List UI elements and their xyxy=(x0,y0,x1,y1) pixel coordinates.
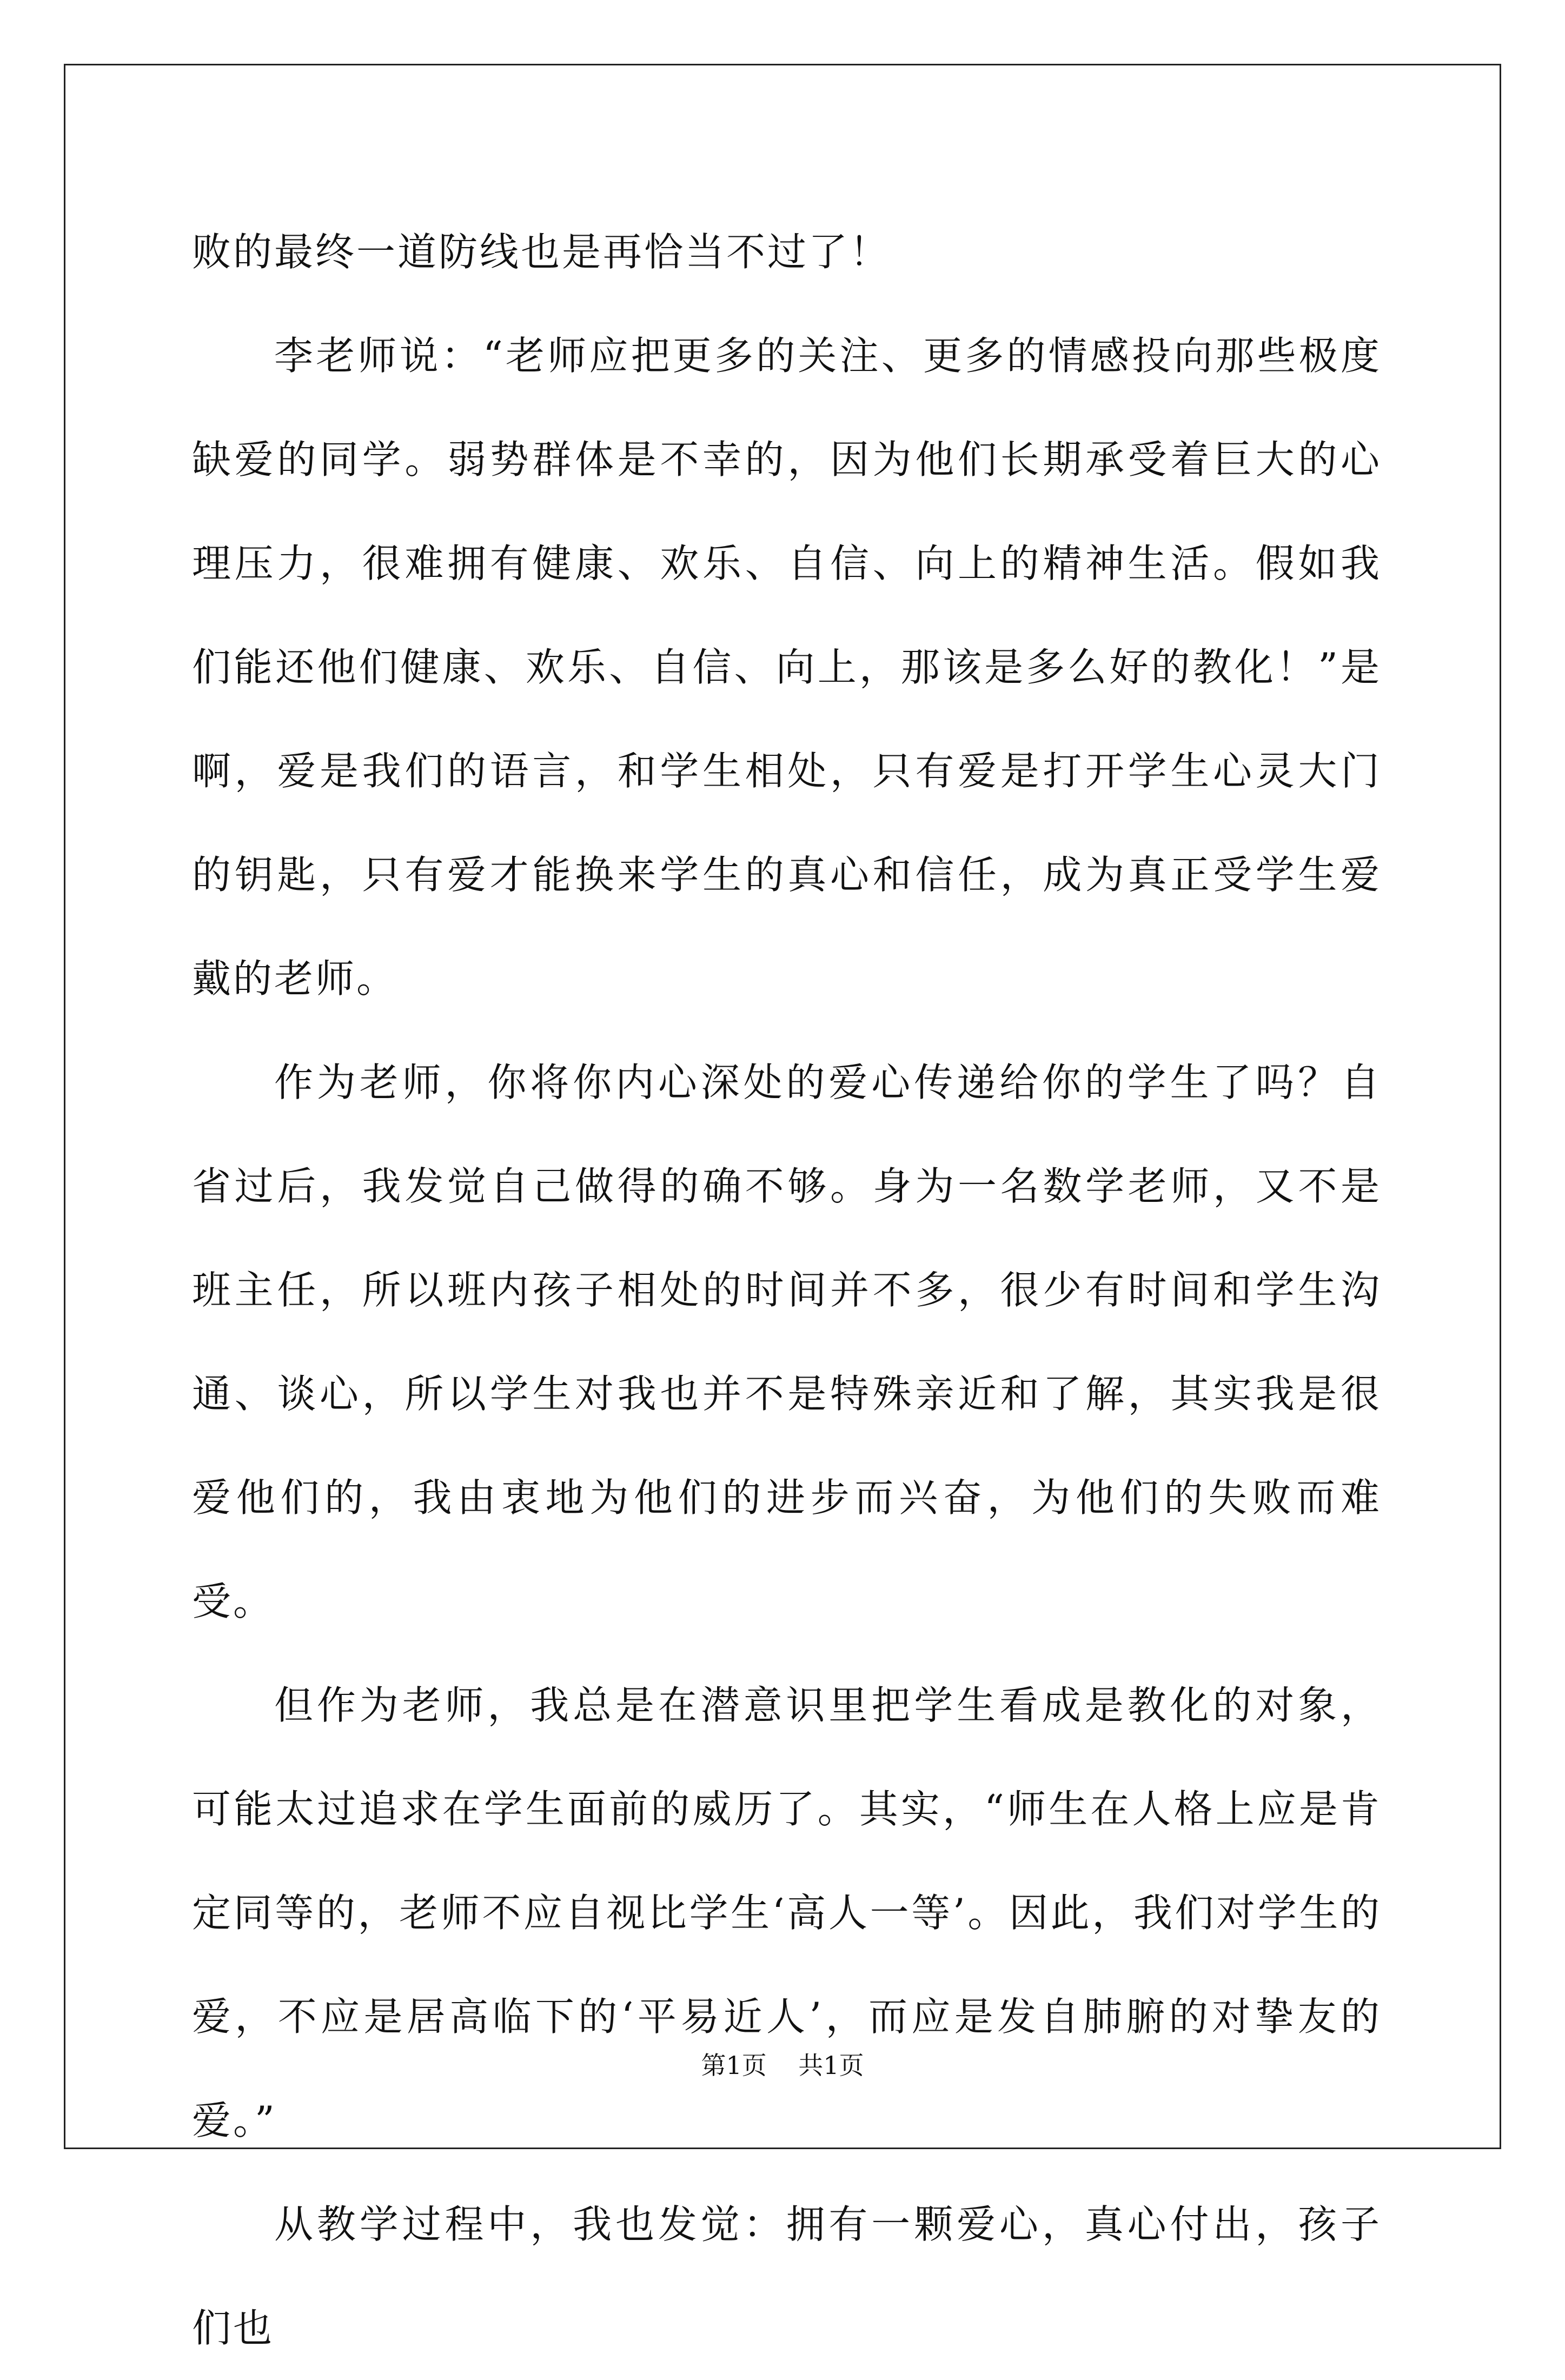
paragraph: 李老师说：“老师应把更多的关注、更多的情感投向那些极度缺爱的同学。弱势群体是不幸的，因为他们长期承受着巨大的心理压力，很难拥有健康、欢乐、自信、向上的精神生活。假如我们能还他们健康、欢乐、自信、向上，那该是多么好的教化！”是啊，爱是我们的语言，和学生相处，只有爱是打开学生心灵大门的钥匙，只有爱才能换来学生的真心和信任，成为真正受学生爱戴的老师。 xyxy=(192,333,1382,1001)
paragraph: 但作为老师，我总是在潜意识里把学生看成是教化的对象，可能太过追求在学生面前的威历了。其实，“师生在人格上应是肯定同等的，老师不应自视比学生‘高人一等’。因此，我们对学生的爱，不应是居高临下的‘平易近人’，而应是发自肺腑的对挚友的爱。” xyxy=(192,1683,1382,2143)
page-footer xyxy=(0,2049,1565,2082)
page-total: 共1页 xyxy=(798,2051,864,2080)
paragraph: 作为老师，你将你内心深处的爱心传递给你的学生了吗？自省过后，我发觉自己做得的确不够。身为一名数学老师，又不是班主任，所以班内孩子相处的时间并不多，很少有时间和学生沟通、谈心，所以学生对我也并不是特殊亲近和了解，其实我是很爱他们的，我由衷地为他们的进步而兴奋，为他们的失败而难受。 xyxy=(192,1060,1382,1624)
paragraph: 败的最终一道防线也是再恰当不过了！ xyxy=(192,229,891,275)
page-number: 第1页 xyxy=(701,2051,767,2080)
paragraph: 从教学过程中，我也发觉：拥有一颗爱心，真心付出，孩子们也 xyxy=(192,2202,1382,2351)
